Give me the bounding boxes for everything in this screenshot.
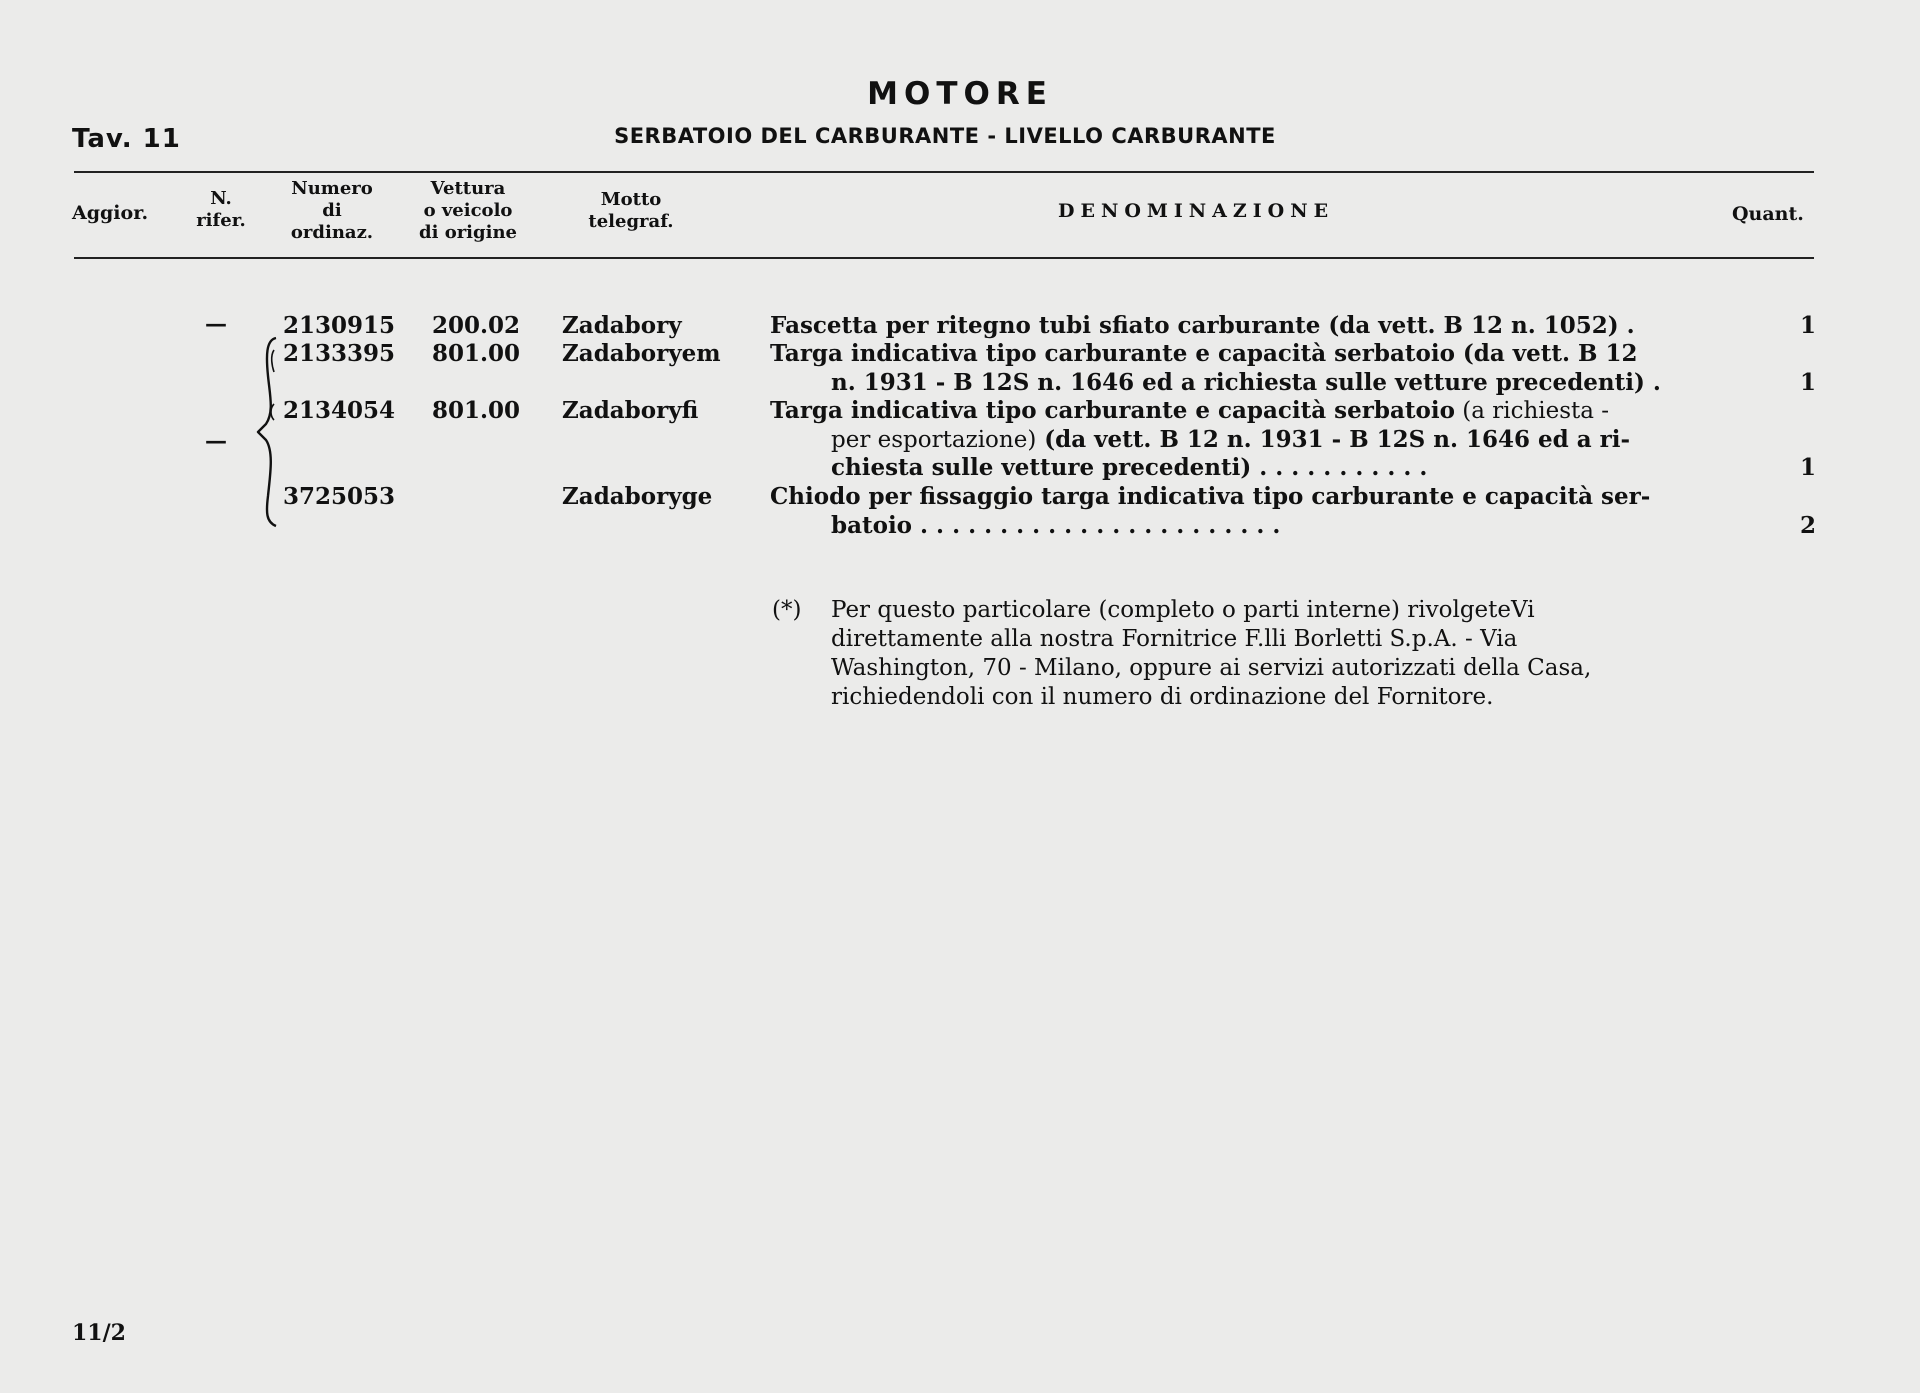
description-line-2 [770, 426, 1740, 455]
col-motto-line: Motto [600, 189, 662, 210]
col-denominazione: DENOMINAZIONE [1058, 200, 1335, 222]
description-text: (a richiesta - [1454, 398, 1610, 424]
description-line: batoio . . . . . . . . . . . . . . . . . . . . . . . [831, 511, 1281, 539]
col-motto [566, 189, 696, 233]
section-title: MOTORE [867, 76, 1053, 112]
description-line-1 [770, 397, 1740, 426]
col-vettura-line: di origine [419, 222, 517, 243]
page-subtitle: SERBATOIO DEL CARBURANTE - LIVELLO CARBURANTE [614, 124, 1276, 148]
telegraph-code: Zadaboryge [562, 483, 713, 510]
col-rifer [186, 188, 256, 232]
col-vettura [400, 178, 536, 244]
telegraph-code: Zadabory [562, 312, 682, 339]
col-vettura-line: Vettura [430, 178, 506, 199]
order-number: 2134054 [283, 397, 396, 424]
footnote-text [831, 596, 1591, 712]
part-description [770, 312, 1740, 341]
col-aggior: Aggior. [72, 202, 149, 224]
col-quant: Quant. [1732, 203, 1804, 225]
description-line-3: chiesta sulle vetture precedenti) . . . . . . . . . . . [831, 454, 1428, 481]
col-rifer-line: rifer. [196, 210, 246, 231]
quantity: 1 [1799, 454, 1816, 481]
col-vettura-line: o veicolo [423, 200, 513, 221]
group-bracket-icon [252, 336, 282, 528]
vehicle-origin: 200.02 [432, 312, 521, 339]
col-rifer-line: N. [210, 188, 232, 209]
part-description [770, 340, 1740, 397]
rifer-mark: — [205, 428, 227, 454]
header-bottom-rule [74, 257, 1814, 259]
part-description [770, 483, 1740, 540]
quantity: 2 [1799, 512, 1816, 539]
description-text: per esportazione) [831, 426, 1037, 453]
footnote-mark: (*) [772, 597, 802, 623]
table-label: Tav. 11 [72, 124, 181, 154]
col-numero-line: Numero [291, 178, 373, 199]
footnote-line: direttamente alla nostra Fornitrice F.lli Borletti S.p.A. - Via [831, 626, 1518, 652]
part-description [770, 397, 1740, 483]
description-text: Targa indicativa tipo carburante e capacità serbatoio [770, 397, 1455, 424]
description-line: Targa indicativa tipo carburante e capacità serbatoio (da vett. B 12 [770, 340, 1638, 367]
header-top-rule [74, 171, 1814, 173]
description-text: (da vett. B 12 n. 1931 - B 12S n. 1646 ed a ri- [1036, 425, 1631, 453]
description-line: n. 1931 - B 12S n. 1646 ed a richiesta sulle vetture precedenti) . [831, 368, 1661, 396]
col-motto-line: telegraf. [588, 211, 674, 232]
telegraph-code: Zadaboryem [562, 340, 721, 367]
col-numero-line: ordinaz. [290, 222, 374, 243]
vehicle-origin: 801.00 [432, 397, 521, 424]
col-numero [276, 178, 388, 244]
footnote-line: richiedendoli con il numero di ordinazione del Fornitore. [831, 684, 1494, 710]
telegraph-code: Zadaboryfi [562, 397, 699, 424]
vehicle-origin: 801.00 [432, 340, 521, 367]
order-number: 2133395 [283, 340, 396, 367]
description-line: Chiodo per fissaggio targa indicativa tipo carburante e capacità ser- [770, 483, 1651, 510]
quantity: 1 [1799, 369, 1816, 396]
page-number: 11/2 [72, 1320, 126, 1346]
col-numero-line: di [322, 200, 342, 221]
order-number: 2130915 [283, 312, 396, 339]
quantity: 1 [1799, 312, 1816, 339]
footnote-line: Washington, 70 - Milano, oppure ai servizi autorizzati della Casa, [831, 655, 1592, 681]
footnote-line: Per questo particolare (completo o parti interne) rivolgeteVi [831, 597, 1535, 623]
description-line: Fascetta per ritegno tubi sfiato carburante (da vett. B 12 n. 1052) . [770, 312, 1635, 339]
order-number: 3725053 [283, 483, 396, 510]
rifer-mark: — [205, 311, 227, 337]
